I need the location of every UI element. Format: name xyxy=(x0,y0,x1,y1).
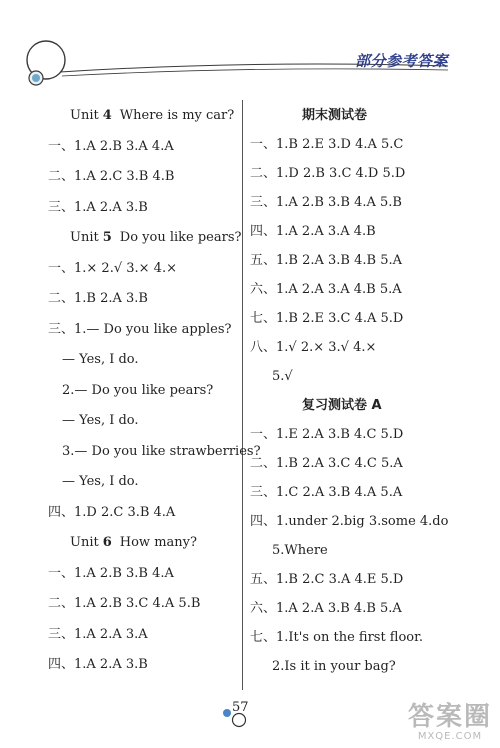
header-title: 部分参考答案 xyxy=(354,52,448,70)
answer-line: 一、1.A 2.B 3.B 4.A xyxy=(48,565,174,581)
column-divider xyxy=(242,100,243,690)
answer-line: 三、1.A 2.A 3.A xyxy=(48,626,148,642)
section-title xyxy=(70,230,241,246)
answer-line: 二、1.B 2.A 3.B xyxy=(48,291,148,306)
answer-line: 八、1.√ 2.× 3.√ 4.× xyxy=(250,340,377,355)
page-header xyxy=(0,0,500,90)
answer-line: 三、1.A 2.B 3.B 4.A 5.B xyxy=(250,195,402,210)
answer-line: 一、1.E 2.A 3.B 4.C 5.D xyxy=(250,427,404,442)
answer-line: 三、1.A 2.A 3.B xyxy=(48,199,148,215)
answer-line: 二、1.A 2.B 3.C 4.A 5.B xyxy=(48,596,201,611)
answer-line: 四、1.A 2.A 3.A 4.B xyxy=(250,224,376,239)
unit-title: Where is my car? xyxy=(119,108,235,123)
unit-number: 5 xyxy=(102,230,112,245)
unit-number: 4 xyxy=(102,108,112,123)
page-number: 57 xyxy=(232,700,249,715)
answer-line: 一、1.B 2.E 3.D 4.A 5.C xyxy=(250,137,404,152)
answer-line: — Yes, I do. xyxy=(62,413,139,428)
answer-line: 五、1.B 2.A 3.B 4.B 5.A xyxy=(250,253,402,268)
answer-line: 四、1.under 2.big 3.some 4.do xyxy=(250,514,449,529)
page-dot-icon xyxy=(222,708,232,718)
answer-line: 七、1.It's on the first floor. xyxy=(250,630,424,645)
answer-line: 2.— Do you like pears? xyxy=(62,382,214,398)
header-rings-decoration xyxy=(0,0,500,90)
answer-line: 二、1.D 2.B 3.C 4.D 5.D xyxy=(250,166,406,181)
answer-line: 二、1.B 2.A 3.C 4.C 5.A xyxy=(250,456,403,471)
watermark-url: MXQE.COM xyxy=(417,731,483,742)
answer-line: 六、1.A 2.A 3.A 4.B 5.A xyxy=(250,282,402,297)
section-title xyxy=(70,108,234,124)
answer-line: 2.Is it in your bag? xyxy=(272,659,396,674)
answer-line: 三、1.— Do you like apples? xyxy=(48,321,232,337)
page-number-circle-icon xyxy=(231,712,247,728)
answer-line: 七、1.B 2.E 3.C 4.A 5.D xyxy=(250,311,404,326)
unit-title: How many? xyxy=(119,535,197,550)
watermark xyxy=(408,703,492,742)
unit-label: Unit xyxy=(70,230,99,245)
section-title: 复习测试卷 A xyxy=(302,398,382,413)
answer-line: 5.Where xyxy=(272,543,328,558)
answer-line: — Yes, I do. xyxy=(62,474,139,489)
section-title: 期末测试卷 xyxy=(302,108,368,123)
unit-label: Unit xyxy=(70,108,99,123)
answer-line: 二、1.A 2.C 3.B 4.B xyxy=(48,169,175,184)
section-title xyxy=(70,535,197,551)
answer-line: 一、1.× 2.√ 3.× 4.× xyxy=(48,260,177,276)
unit-title: Do you like pears? xyxy=(119,230,242,245)
answer-line: 5.√ xyxy=(272,369,293,384)
answer-line: 一、1.A 2.B 3.A 4.A xyxy=(48,138,174,154)
answer-line: 3.— Do you like strawberries? xyxy=(62,443,261,459)
answer-line: — Yes, I do. xyxy=(62,352,139,367)
unit-label: Unit xyxy=(70,535,99,550)
answer-line: 三、1.C 2.A 3.B 4.A 5.A xyxy=(250,485,403,500)
answer-line: 四、1.D 2.C 3.B 4.A xyxy=(48,504,176,520)
unit-number: 6 xyxy=(102,535,112,550)
answer-line: 六、1.A 2.A 3.B 4.B 5.A xyxy=(250,601,402,616)
answer-line: 五、1.B 2.C 3.A 4.E 5.D xyxy=(250,572,404,587)
watermark-logo: 答案圈 xyxy=(407,702,492,732)
answer-line: 四、1.A 2.A 3.B xyxy=(48,657,148,672)
